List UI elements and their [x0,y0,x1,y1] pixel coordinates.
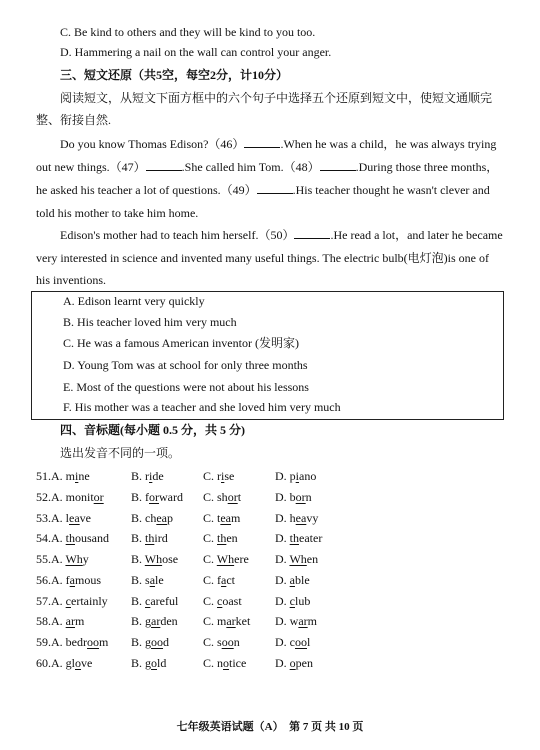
section4-instruction: 选出发音不同的一项。 [60,446,181,460]
phonics-option-b[interactable]: B. Whose [131,552,179,566]
blank-48[interactable] [320,159,356,171]
underlined-letters: ea [69,511,80,525]
underlined-letters: i [75,469,79,483]
passage-line: very interested in science and invented many useful things. The electric bulb(电灯泡)is one of [36,251,489,265]
phonics-option-d[interactable]: D. warm [275,614,318,628]
phonics-option-d[interactable]: D. theater [275,531,323,545]
underlined-letters: or [227,490,238,504]
phonics-question-56 [36,572,476,590]
phonics-option-c[interactable]: C. then [203,531,238,545]
underlined-letters: c [289,594,295,608]
phonics-option-b[interactable]: B. good [131,635,170,649]
phonics-question-54 [36,530,476,548]
phonics-question-58 [36,613,476,631]
passage-line: told his mother to take him home. [36,206,199,220]
underlined-letters: oo [151,635,164,649]
underlined-letters: or [149,490,159,504]
underlined-letters: oo [295,635,307,649]
underlined-letters: i [149,469,153,483]
phonics-option-d[interactable]: D. cool [275,635,311,649]
phonics-option-a[interactable]: 56.A. famous [36,573,102,587]
underlined-letters: th [145,531,155,545]
underlined-letters: ar [298,614,308,628]
phonics-option-c[interactable]: C. fact [203,573,235,587]
section4-heading: 四、音标题(每小题 0.5 分，共 5 分) [60,423,245,437]
underlined-letters: ea [156,511,167,525]
passage-line: Edison's mother had to teach him herself.（50） .He read a lot，and later he became [60,228,503,242]
phonics-option-b[interactable]: B. garden [131,614,178,628]
phonics-option-c[interactable]: C. coast [203,594,242,608]
phonics-option-d[interactable]: D. When [275,552,319,566]
underlined-letters: Wh [216,552,235,566]
blank-49[interactable] [257,182,293,194]
phonics-option-a[interactable]: 58.A. arm [36,614,85,628]
underlined-letters: o [75,656,81,670]
phonics-option-b[interactable]: B. careful [131,594,179,608]
phonics-option-a[interactable]: 51.A. mine [36,469,90,483]
phonics-option-b[interactable]: B. sale [131,573,164,587]
underlined-letters: th [289,531,300,545]
underlined-letters: oo [87,635,99,649]
phonics-question-52 [36,489,476,507]
option-c: C. He was a famous American inventor (发明家) [63,336,299,350]
page-footer: 七年级英语试题（A） 第 7 页 共 10 页 [176,721,364,733]
underlined-letters: ar [151,614,161,628]
underlined-letters: a [221,573,227,587]
underlined-letters: th [217,531,227,545]
underlined-letters: ar [65,614,75,628]
phonics-question-55 [36,551,476,569]
underlined-letters: o [151,656,158,670]
phonics-option-b[interactable]: B. third [131,531,168,545]
underlined-letters: oo [221,635,234,649]
phonics-option-a[interactable]: 53.A. leave [36,511,91,525]
underlined-letters: ea [295,511,307,525]
phonics-option-b[interactable]: B. ride [131,469,164,483]
phonics-option-a[interactable]: 60.A. glove [36,656,93,670]
section3-instruction: 阅读短文，从短文下面方框中的六个句子中选择五个还原到短文中，使短文通顺完 [60,91,493,105]
phonics-option-d[interactable]: D. open [275,656,313,670]
phonics-option-c[interactable]: C. short [203,490,242,504]
phonics-question-51 [36,468,476,486]
underlined-letters: or [93,490,104,504]
phonics-option-c[interactable]: C. Where [203,552,249,566]
passage-line: his inventions. [36,273,107,287]
phonics-option-c[interactable]: C. team [203,511,241,525]
phonics-option-c[interactable]: C. market [203,614,251,628]
underlined-letters: Wh [65,552,83,566]
phonics-option-d[interactable]: D. able [275,573,310,587]
underlined-letters: o [289,656,296,670]
underlined-letters: c [145,594,151,608]
blank-46[interactable] [244,136,280,148]
underlined-letters: th [65,531,76,545]
phonics-option-d[interactable]: D. club [275,594,311,608]
phonics-option-a[interactable]: 59.A. bedroom [36,635,109,649]
option-a: A. Edison learnt very quickly [63,294,205,308]
phonics-option-a[interactable]: 57.A. certainly [36,594,108,608]
underlined-letters: c [217,594,223,608]
prev-option-c: C. Be kind to others and they will be kind to you too. [60,25,316,39]
underlined-letters: a [69,573,75,587]
phonics-option-d[interactable]: D. born [275,490,312,504]
underlined-letters: o [223,656,230,670]
phonics-option-c[interactable]: C. notice [203,656,247,670]
blank-50[interactable] [294,227,330,239]
passage-line: Do you know Thomas Edison?（46） .When he was a child，he was always trying [60,137,497,151]
underlined-letters: i [295,469,300,483]
blank-47[interactable] [146,159,182,171]
passage-line: out new things.（47） .She called him Tom.（48） .During those three months， [36,160,499,174]
section3-instruction-cont: 整、衔接自然. [36,113,112,127]
phonics-option-b[interactable]: B. cheap [131,511,173,525]
prev-option-d: D. Hammering a nail on the wall can control your anger. [60,45,332,59]
phonics-option-c[interactable]: C. soon [203,635,240,649]
option-d: D. Young Tom was at school for only three months [63,358,308,372]
phonics-question-60 [36,655,476,673]
phonics-question-59 [36,634,476,652]
phonics-option-a[interactable]: 52.A. monitor [36,490,104,504]
phonics-option-d[interactable]: D. heavy [275,511,319,525]
option-b: B. His teacher loved him very much [63,315,237,329]
phonics-question-57 [36,593,476,611]
underlined-letters: Wh [144,552,163,566]
option-e: E. Most of the questions were not about his lessons [63,380,309,394]
underlined-letters: Wh [289,552,307,566]
phonics-option-b[interactable]: B. forward [131,490,183,504]
phonics-option-d[interactable]: D. piano [275,469,317,483]
underlined-letters: a [149,573,156,587]
passage-line: he asked his teacher a lot of questions.（49） .His teacher thought he wasn't clever and [36,183,490,197]
underlined-letters: ar [226,614,236,628]
option-f: F. His mother was a teacher and she loved him very much [63,400,341,414]
phonics-option-a[interactable]: 54.A. thousand [36,531,110,545]
phonics-option-b[interactable]: B. gold [131,656,167,670]
underlined-letters: ea [220,511,231,525]
section3-heading: 三、短文还原（共5空，每空2分，计10分） [60,68,289,82]
underlined-letters: or [295,490,306,504]
underlined-letters: a [289,573,295,587]
phonics-option-a[interactable]: 55.A. Why [36,552,89,566]
underlined-letters: c [65,594,71,608]
phonics-option-c[interactable]: C. rise [203,469,235,483]
underlined-letters: i [221,469,225,483]
phonics-question-53 [36,510,476,528]
